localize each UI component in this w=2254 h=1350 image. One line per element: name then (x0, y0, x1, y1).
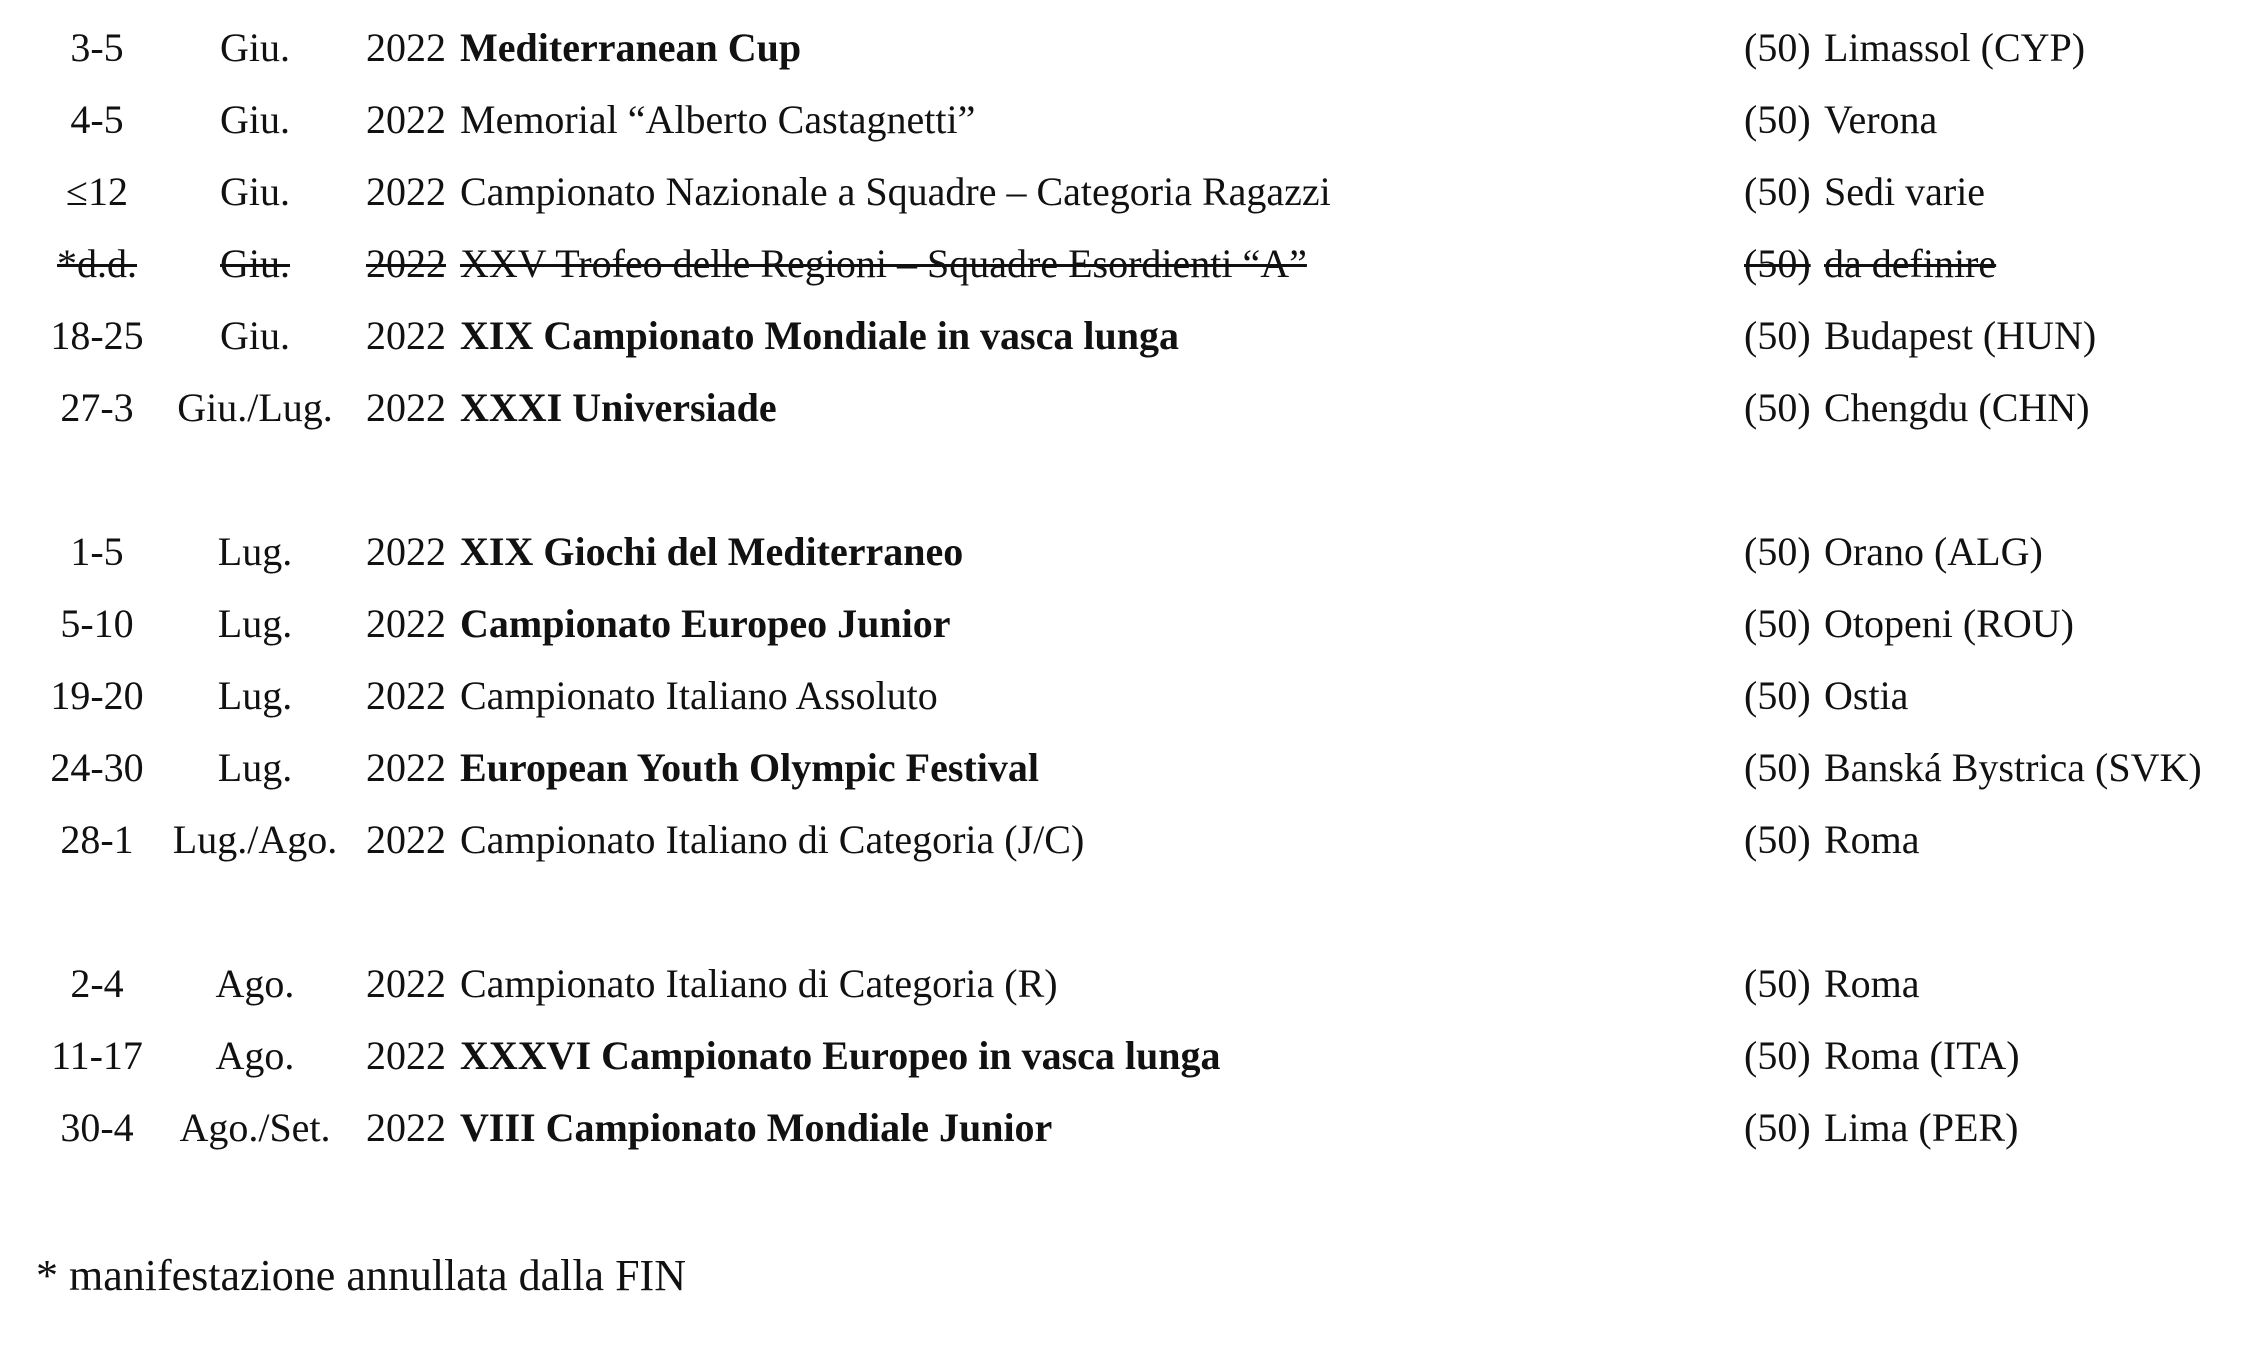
event-row (0, 948, 2254, 1020)
event-pool: (50) (1744, 169, 1811, 214)
event-place: Roma (1824, 817, 1920, 862)
event-place: Otopeni (ROU) (1824, 601, 2074, 646)
event-day: 1-5 (70, 529, 124, 574)
event-year: 2022 (366, 601, 446, 646)
event-place: Banská Bystrica (SVK) (1824, 745, 2202, 790)
event-year: 2022 (366, 313, 446, 358)
event-day: 4-5 (70, 97, 124, 142)
event-place: Budapest (HUN) (1824, 313, 2097, 358)
event-month: Giu. (220, 97, 290, 142)
event-row (0, 588, 2254, 660)
event-pool: (50) (1744, 1033, 1811, 1078)
event-year: 2022 (366, 961, 446, 1006)
event-day: 3-5 (70, 25, 124, 70)
event-name: XIX Campionato Mondiale in vasca lunga (460, 313, 1179, 358)
event-month: Lug./Ago. (172, 817, 338, 862)
event-pool: (50) (1744, 745, 1811, 790)
event-year: 2022 (366, 1033, 446, 1078)
footnote: * manifestazione annullata dalla FIN (36, 1251, 686, 1300)
event-name: Campionato Nazionale a Squadre – Categoria Ragazzi (460, 169, 1331, 214)
event-name: XXXVI Campionato Europeo in vasca lunga (460, 1033, 1221, 1078)
event-year: 2022 (366, 385, 446, 430)
event-day: *d.d. (57, 241, 137, 286)
event-year: 2022 (366, 673, 446, 718)
event-day: 5-10 (60, 601, 134, 646)
event-pool: (50) (1744, 241, 1811, 286)
event-row (0, 156, 2254, 228)
event-year: 2022 (366, 25, 446, 70)
event-month: Giu. (220, 313, 290, 358)
event-place: Chengdu (CHN) (1824, 385, 2090, 430)
event-row (0, 300, 2254, 372)
event-row (0, 732, 2254, 804)
event-pool: (50) (1744, 961, 1811, 1006)
event-name: XXXI Universiade (460, 385, 777, 430)
event-name: Campionato Europeo Junior (460, 601, 951, 646)
event-month: Giu./Lug. (177, 385, 333, 430)
event-month: Ago./Set. (179, 1105, 331, 1150)
event-pool: (50) (1744, 673, 1811, 718)
event-place: da definire (1824, 241, 1997, 286)
event-pool: (50) (1744, 1105, 1811, 1150)
event-year: 2022 (366, 745, 446, 790)
event-place: Verona (1824, 97, 1938, 142)
event-row (0, 804, 2254, 876)
event-year: 2022 (366, 529, 446, 574)
event-day: 30-4 (60, 1105, 134, 1150)
event-pool: (50) (1744, 97, 1811, 142)
event-place: Roma (1824, 961, 1920, 1006)
event-month: Ago. (215, 1033, 295, 1078)
event-year: 2022 (366, 817, 446, 862)
event-day: 24-30 (50, 745, 144, 790)
event-year: 2022 (366, 241, 446, 286)
event-day: ≤12 (66, 169, 128, 214)
event-row (0, 1092, 2254, 1164)
event-place: Lima (PER) (1824, 1105, 2019, 1150)
event-row-cancelled (0, 228, 2254, 300)
event-name: Campionato Italiano di Categoria (J/C) (460, 817, 1085, 862)
event-year: 2022 (366, 1105, 446, 1150)
event-pool: (50) (1744, 313, 1811, 358)
event-name: Mediterranean Cup (460, 25, 802, 70)
event-row (0, 660, 2254, 732)
event-day: 27-3 (60, 385, 134, 430)
event-name: XIX Giochi del Mediterraneo (460, 529, 964, 574)
event-pool: (50) (1744, 817, 1811, 862)
event-pool: (50) (1744, 25, 1811, 70)
event-pool: (50) (1744, 529, 1811, 574)
event-place: Roma (ITA) (1824, 1033, 2020, 1078)
event-row (0, 372, 2254, 444)
event-day: 2-4 (70, 961, 124, 1006)
event-day: 19-20 (50, 673, 144, 718)
event-month: Ago. (215, 961, 295, 1006)
event-row (0, 1020, 2254, 1092)
event-row (0, 516, 2254, 588)
event-name: European Youth Olympic Festival (460, 745, 1039, 790)
event-month: Giu. (220, 241, 290, 286)
event-month: Giu. (220, 25, 290, 70)
event-year: 2022 (366, 97, 446, 142)
event-month: Lug. (217, 745, 293, 790)
event-name: XXV Trofeo delle Regioni – Squadre Esordienti “A” (460, 241, 1307, 286)
event-name: Campionato Italiano Assoluto (460, 673, 938, 718)
event-name: Memorial “Alberto Castagnetti” (460, 97, 976, 142)
event-day: 11-17 (51, 1033, 143, 1078)
event-month: Giu. (220, 169, 290, 214)
event-day: 18-25 (50, 313, 144, 358)
event-pool: (50) (1744, 601, 1811, 646)
event-day: 28-1 (60, 817, 134, 862)
event-pool: (50) (1744, 385, 1811, 430)
event-place: Limassol (CYP) (1824, 25, 2086, 70)
event-place: Orano (ALG) (1824, 529, 2043, 574)
event-place: Ostia (1824, 673, 1909, 718)
event-month: Lug. (217, 529, 293, 574)
event-row (0, 12, 2254, 84)
event-row (0, 84, 2254, 156)
event-year: 2022 (366, 169, 446, 214)
event-name: Campionato Italiano di Categoria (R) (460, 961, 1058, 1006)
event-name: VIII Campionato Mondiale Junior (460, 1105, 1053, 1150)
event-month: Lug. (217, 601, 293, 646)
event-place: Sedi varie (1824, 169, 1986, 214)
event-month: Lug. (217, 673, 293, 718)
